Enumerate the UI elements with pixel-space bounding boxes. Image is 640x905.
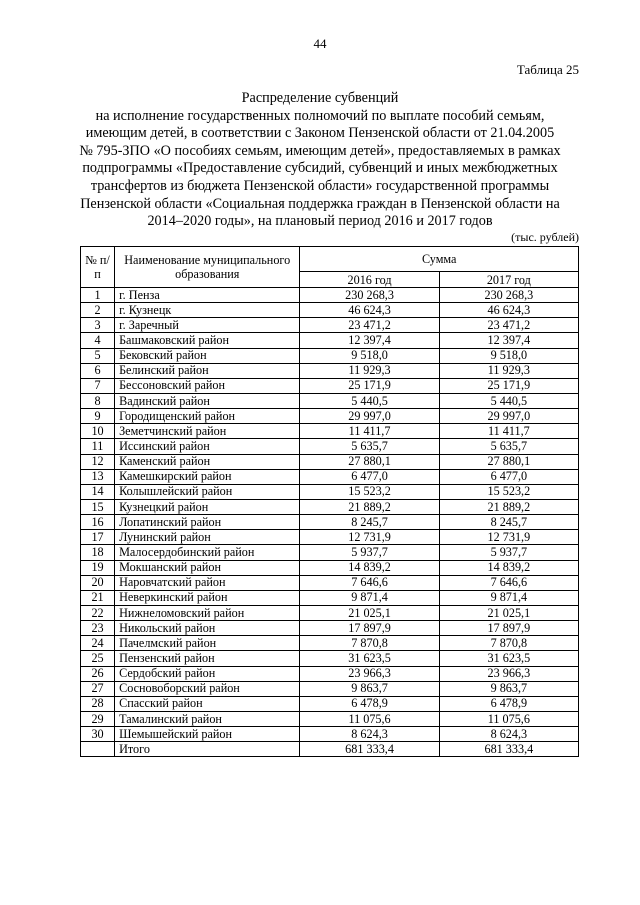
table-row [81,469,579,484]
amount-2016: 12 397,4 [300,333,439,348]
amount-2017: 12 397,4 [439,333,578,348]
municipality-name: Белинский район [115,363,300,378]
municipality-name: Бессоновский район [115,378,300,393]
amount-2017: 9 871,4 [439,590,578,605]
amount-2017: 6 477,0 [439,469,578,484]
document-heading [55,90,585,231]
amount-2017: 46 624,3 [439,303,578,318]
amount-2017: 8 624,3 [439,727,578,742]
municipality-name: Тамалинский район [115,711,300,726]
row-number: 10 [81,424,115,439]
amount-2017: 8 245,7 [439,515,578,530]
header-name: Наименование муниципального образования [115,247,300,288]
amount-2016: 230 268,3 [300,288,439,303]
table-row [81,424,579,439]
heading-line: № 795-ЗПО «О пособиях семьям, имеющим детей», предоставляемых в рамках [79,142,561,159]
table-row [81,515,579,530]
header-sum: Сумма [300,247,579,272]
amount-2017: 5 937,7 [439,545,578,560]
municipality-name: Малосердобинский район [115,545,300,560]
amount-2017: 14 839,2 [439,560,578,575]
table-row [81,545,579,560]
municipality-name: Земетчинский район [115,424,300,439]
row-number: 2 [81,303,115,318]
row-number: 20 [81,575,115,590]
amount-2017: 31 623,5 [439,651,578,666]
amount-2016: 23 966,3 [300,666,439,681]
amount-2017: 7 646,6 [439,575,578,590]
table-row [81,651,579,666]
municipality-name: Башмаковский район [115,333,300,348]
municipality-name: Пензенский район [115,651,300,666]
municipality-name: Сосновоборский район [115,681,300,696]
table-row [81,727,579,742]
amount-2017: 9 518,0 [439,348,578,363]
total-row [81,742,579,757]
amount-2017: 230 268,3 [439,288,578,303]
row-number: 25 [81,651,115,666]
row-number: 3 [81,318,115,333]
row-number: 11 [81,439,115,454]
table-row [81,711,579,726]
table-row [81,393,579,408]
amount-2016: 12 731,9 [300,530,439,545]
amount-2016: 7 646,6 [300,575,439,590]
heading-line: на исполнение государственных полномочий по выплате пособий семьям, [95,107,545,124]
amount-2016: 17 897,9 [300,621,439,636]
amount-2016: 11 075,6 [300,711,439,726]
heading-line: Распределение субвенций [241,90,399,106]
heading-line: имеющим детей, в соответствии с Законом Пензенской области от 21.04.2005 [85,125,555,142]
amount-2016: 23 471,2 [300,318,439,333]
amount-2017: 25 171,9 [439,378,578,393]
municipality-name: Наровчатский район [115,575,300,590]
municipality-name: Пачелмский район [115,636,300,651]
municipality-name: Камешкирский район [115,469,300,484]
row-number: 26 [81,666,115,681]
municipality-name: Мокшанский район [115,560,300,575]
municipality-name: Нижнеломовский район [115,605,300,620]
table-row [81,499,579,514]
table-row [81,621,579,636]
amount-2016: 29 997,0 [300,409,439,424]
table-label: Таблица 25 [516,62,579,77]
page-number: 44 [313,36,327,51]
table-row [81,666,579,681]
amount-2017: 15 523,2 [439,484,578,499]
municipality-name: Лунинский район [115,530,300,545]
table-row [81,409,579,424]
row-number: 14 [81,484,115,499]
amount-2017: 27 880,1 [439,454,578,469]
header-year-2016: 2016 год [300,272,439,288]
table-row [81,348,579,363]
amount-2016: 11 929,3 [300,363,439,378]
amount-2017: 23 471,2 [439,318,578,333]
row-number: 6 [81,363,115,378]
municipality-name: Шемышейский район [115,727,300,742]
row-number: 23 [81,621,115,636]
table-row [81,288,579,303]
heading-line: трансфертов из бюджета Пензенской области» государственной программы [90,177,550,194]
amount-2017: 29 997,0 [439,409,578,424]
amount-2017: 5 635,7 [439,439,578,454]
header-year-2017: 2017 год [439,272,578,288]
amount-2017: 21 889,2 [439,499,578,514]
amount-2016: 21 025,1 [300,605,439,620]
amount-2017: 21 025,1 [439,605,578,620]
total-2017: 681 333,4 [439,742,578,757]
row-number: 18 [81,545,115,560]
amount-2016: 11 411,7 [300,424,439,439]
row-number: 13 [81,469,115,484]
amount-2017: 7 870,8 [439,636,578,651]
amount-2016: 5 635,7 [300,439,439,454]
table-row [81,378,579,393]
row-number: 12 [81,454,115,469]
amount-2016: 7 870,8 [300,636,439,651]
amount-2017: 11 929,3 [439,363,578,378]
municipality-name: г. Заречный [115,318,300,333]
amount-2016: 6 478,9 [300,696,439,711]
table-row [81,560,579,575]
table-row [81,575,579,590]
row-number: 9 [81,409,115,424]
municipality-name: г. Кузнецк [115,303,300,318]
header-num: № п/п [81,247,115,288]
row-number: 29 [81,711,115,726]
municipality-name: Вадинский район [115,393,300,408]
table-body [81,288,579,757]
units-note: (тыс. рублей) [511,230,579,244]
amount-2016: 31 623,5 [300,651,439,666]
amount-2016: 27 880,1 [300,454,439,469]
table-row [81,696,579,711]
row-number: 4 [81,333,115,348]
table-row [81,363,579,378]
table-row [81,318,579,333]
row-number: 15 [81,499,115,514]
amount-2016: 15 523,2 [300,484,439,499]
table-row [81,590,579,605]
table-row [81,454,579,469]
amount-2017: 11 075,6 [439,711,578,726]
amount-2017: 5 440,5 [439,393,578,408]
row-number: 24 [81,636,115,651]
table-row [81,530,579,545]
row-number: 7 [81,378,115,393]
total-2016: 681 333,4 [300,742,439,757]
row-number: 1 [81,288,115,303]
amount-2017: 23 966,3 [439,666,578,681]
municipality-name: Спасский район [115,696,300,711]
amount-2016: 25 171,9 [300,378,439,393]
amount-2016: 6 477,0 [300,469,439,484]
amount-2016: 9 863,7 [300,681,439,696]
row-number: 30 [81,727,115,742]
total-label: Итого [115,742,300,757]
total-number-cell [81,742,115,757]
municipality-name: Каменский район [115,454,300,469]
row-number: 28 [81,696,115,711]
amount-2016: 46 624,3 [300,303,439,318]
row-number: 5 [81,348,115,363]
heading-line: подпрограммы «Предоставление субсидий, субвенций и иных межбюджетных [82,160,558,177]
municipality-name: Кузнецкий район [115,499,300,514]
municipality-name: Бековский район [115,348,300,363]
row-number: 16 [81,515,115,530]
table-row [81,636,579,651]
amount-2017: 17 897,9 [439,621,578,636]
amount-2016: 8 624,3 [300,727,439,742]
municipality-name: Иссинский район [115,439,300,454]
municipality-name: Сердобский район [115,666,300,681]
amount-2017: 11 411,7 [439,424,578,439]
amount-2017: 12 731,9 [439,530,578,545]
table-row [81,484,579,499]
table-row [81,439,579,454]
municipality-name: Никольский район [115,621,300,636]
amount-2016: 5 937,7 [300,545,439,560]
table-row [81,303,579,318]
amount-2017: 9 863,7 [439,681,578,696]
row-number: 22 [81,605,115,620]
row-number: 8 [81,393,115,408]
amount-2016: 14 839,2 [300,560,439,575]
municipality-name: Городищенский район [115,409,300,424]
heading-line: 2014–2020 годы», на плановый период 2016 и 2017 годов [147,213,493,230]
row-number: 17 [81,530,115,545]
amount-2016: 9 518,0 [300,348,439,363]
municipality-name: Неверкинский район [115,590,300,605]
amount-2016: 9 871,4 [300,590,439,605]
row-number: 27 [81,681,115,696]
table-row [81,681,579,696]
amount-2016: 8 245,7 [300,515,439,530]
municipality-name: Колышлейский район [115,484,300,499]
amount-2016: 21 889,2 [300,499,439,514]
subvention-table [80,246,579,757]
table-row [81,333,579,348]
heading-line: Пензенской области «Социальная поддержка граждан в Пензенской области на [80,195,560,212]
row-number: 19 [81,560,115,575]
municipality-name: Лопатинский район [115,515,300,530]
amount-2016: 5 440,5 [300,393,439,408]
amount-2017: 6 478,9 [439,696,578,711]
municipality-name: г. Пенза [115,288,300,303]
table-row [81,605,579,620]
row-number: 21 [81,590,115,605]
